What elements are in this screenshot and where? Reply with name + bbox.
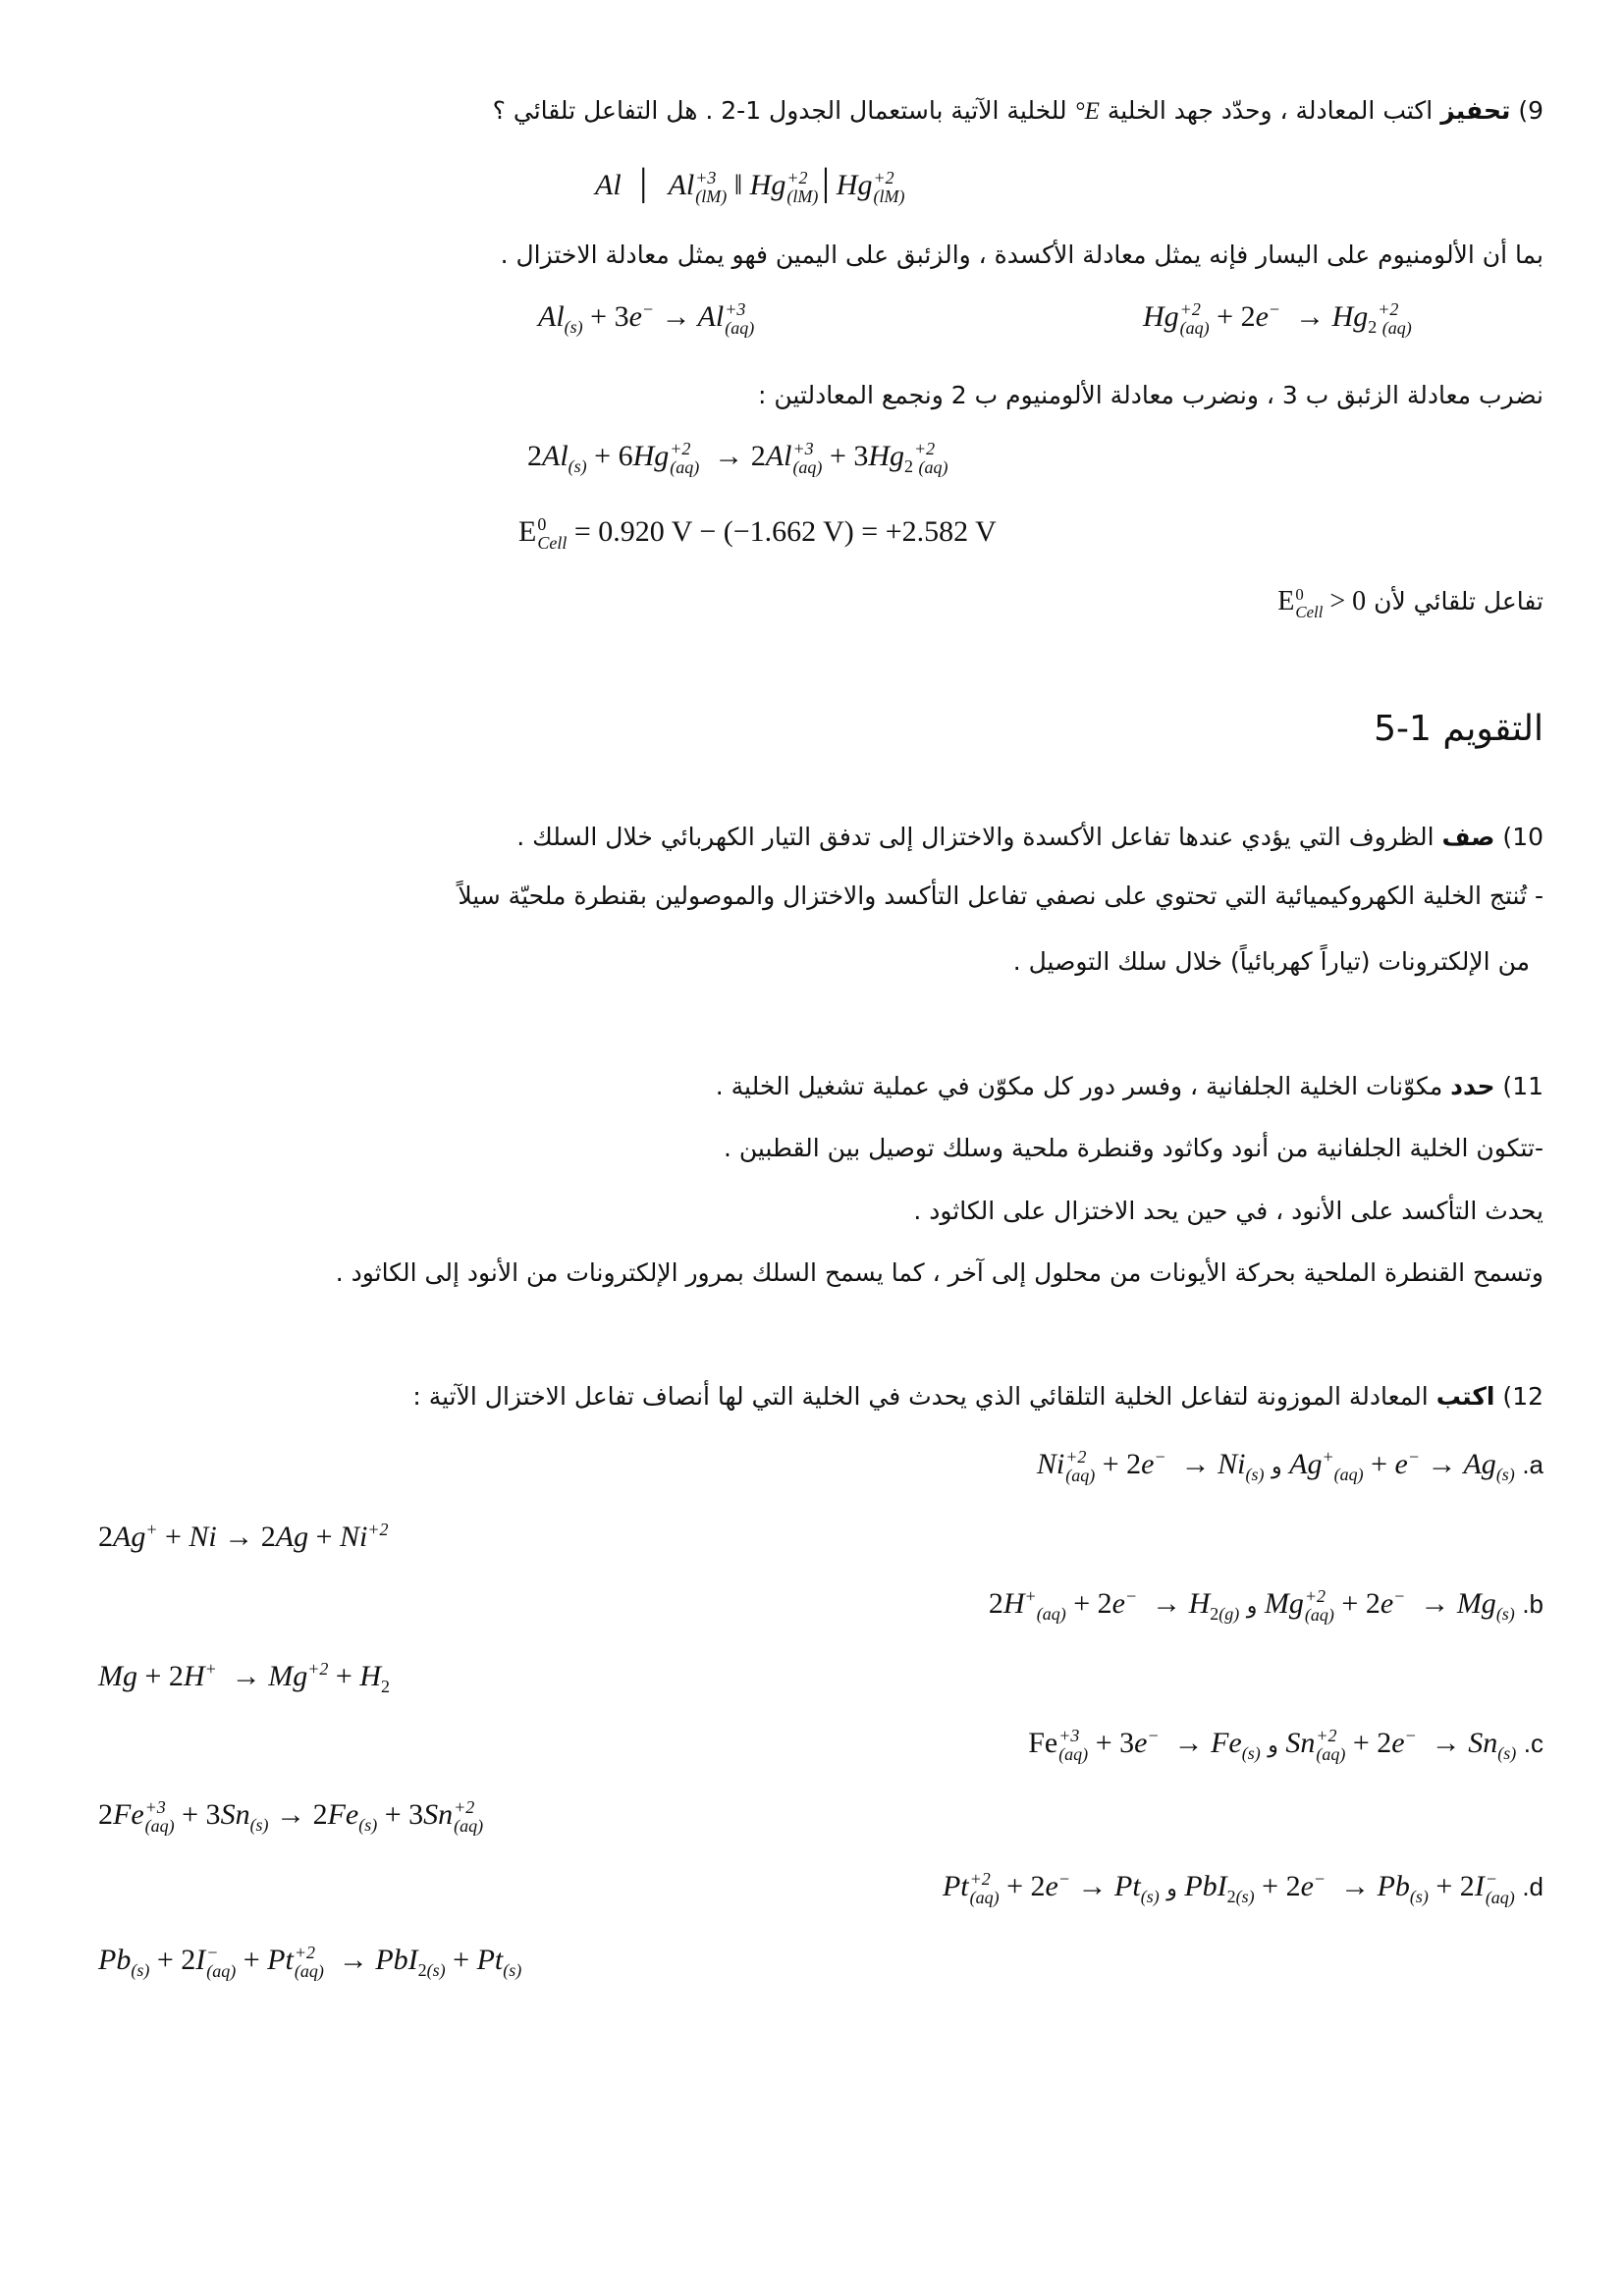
- q12-prompt: [412, 1382, 1543, 1411]
- q9-conclusion-condition: > 0: [1329, 586, 1367, 617]
- q12b-half-reactions: $2H^+_{(aq)} + 2e^- \to H_{2(g)}$ و Mg +2 (aq) + $2e^- \to Mg_{(s)}$ .b: [988, 1586, 1543, 1626]
- q9-text: اكتب المعادلة ، وحدّد جهد الخلية: [1107, 96, 1434, 125]
- q10-text: الظروف التي يؤدي عندها تفاعل الأكسدة والاختزال إلى تدفق التيار الكهربائي خلال السلك .: [516, 823, 1435, 851]
- q9-conclusion: تفاعل تلقائي لأن E 0 Cell > 0: [1277, 585, 1543, 621]
- q9-number: 9): [1518, 96, 1543, 125]
- q10-number: 10): [1502, 823, 1543, 851]
- q9-explanation: بما أن الألومنيوم على اليسار فإنه يمثل معادلة الأكسدة ، والزئبق على اليمين فهو يمثل معادلة الاختزال .: [500, 240, 1543, 269]
- q9-multiply-step: نضرب معادلة الزئبق ب 3 ، ونضرب معادلة الألومنيوم ب 2 ونجمع المعادلتين :: [758, 381, 1543, 409]
- q10-prompt: [516, 823, 1543, 851]
- q9-ecell-calculation: E 0 Cell = 0.920 V − (−1.662 V) = +2.582 V: [518, 514, 997, 554]
- q12a-and: و: [1272, 1454, 1282, 1478]
- q12b-and: و: [1246, 1593, 1258, 1618]
- q9-oxidation-equation: $Al_{(s)} + 3e^- \to Al$ +3 (aq): [538, 299, 755, 339]
- q9-conclusion-text: تفاعل تلقائي لأن: [1374, 587, 1543, 616]
- q11-answer-line2: يحدث التأكسد على الأنود ، في حين يحد الاختزال على الكاثود .: [913, 1197, 1543, 1225]
- q9-text2: للخلية الآتية باستعمال الجدول 1-2 . هل التفاعل تلقائي ؟: [492, 96, 1067, 125]
- q12c-half-reactions: Fe +3 (aq) + $3e^- \to Fe_{(s)}$ و Sn +2 (aq) + $2e^- \to Sn_{(s)}$ .c: [1028, 1726, 1543, 1765]
- q12-text: المعادلة الموزونة لتفاعل الخلية التلقائي الذي يحدث في الخلية التي لها أنصاف تفاعل الاختزال الآتية :: [412, 1382, 1429, 1411]
- q9-keyword: تحفيز: [1440, 96, 1511, 125]
- q12a-half-reactions: Ni +2 (aq) + $2e^- \to Ni_{(s)}$ و $Ag^+_{(aq)} + e^- \to Ag_{(s)}$ .a: [1036, 1447, 1543, 1486]
- q12d-half-reactions: Pt +2 (aq) + $2e^- \to Pt_{(s)}$ و $PbI_{2(s)} + 2e^- \to Pb_{(s)} + 2I$ − (aq) .d: [942, 1869, 1543, 1908]
- q9-reduction-equation: Hg +2 (aq) + $2e^- \to Hg_2$ +2 (aq): [1143, 299, 1412, 339]
- q12b-answer: $Mg + 2H^+ \to Mg^{+2} + H_2$: [98, 1659, 390, 1696]
- q9-e-symbol: E°: [1074, 98, 1100, 125]
- q12-keyword: اكتب: [1435, 1382, 1495, 1411]
- q12c-and: و: [1268, 1733, 1278, 1757]
- q12d-answer: $Pb_{(s)} + 2I$ − (aq) + Pt +2 (aq) → $PbI_{2(s)} + Pt_{(s)}$: [98, 1943, 522, 1982]
- q9-ecell-value: 0.920 V − (−1.662 V) = +2.582 V: [598, 515, 997, 548]
- section-title: التقويم 1-5: [1374, 709, 1543, 749]
- q9-prompt: [493, 96, 1543, 126]
- q11-keyword: حدد: [1450, 1072, 1495, 1100]
- q10-keyword: صف: [1441, 823, 1495, 851]
- q9-overall-equation: $2Al_{(s)} + 6Hg$ +2 (aq) → 2Al +3 (aq) + $3Hg_2$ +2 (aq): [527, 439, 948, 478]
- q11-text: مكوّنات الخلية الجلفانية ، وفسر دور كل مكوّن في عملية تشغيل الخلية .: [715, 1072, 1443, 1100]
- q9-cell-notation: Al │ Al +3 (lM) ‖ Hg +2 (lM) │Hg +2 (lM): [595, 168, 905, 207]
- q12c-answer: 2Fe +3 (aq) + $3Sn_{(s)} \to 2Fe_{(s)} + 3Sn$ +2 (aq): [98, 1797, 484, 1837]
- q11-answer-line3: وتسمح القنطرة الملحية بحركة الأيونات من محلول إلى آخر ، كما يسمح السلك بمرور الإلكترونات من الأنود إلى الكاثود .: [335, 1258, 1543, 1287]
- q12d-and: و: [1166, 1876, 1177, 1900]
- q11-prompt: [716, 1072, 1543, 1100]
- q12a-answer: $2Ag^+ + Ni \to 2Ag + Ni^{+2}$: [98, 1520, 389, 1553]
- q11-answer-line1: -تتكون الخلية الجلفانية من أنود وكاثود وقنطرة ملحية وسلك توصيل بين القطبين .: [724, 1134, 1543, 1162]
- q10-answer-line1: - تُنتج الخلية الكهروكيميائية التي تحتوي على نصفي تفاعل التأكسد والاختزال والموصولين بقنطرة ملحيّة سيلاً: [458, 881, 1543, 910]
- q11-number: 11): [1502, 1072, 1543, 1100]
- q12-number: 12): [1502, 1382, 1543, 1411]
- q10-answer-line2: من الإلكترونات (تياراً كهربائياً) خلال سلك التوصيل .: [1012, 947, 1530, 976]
